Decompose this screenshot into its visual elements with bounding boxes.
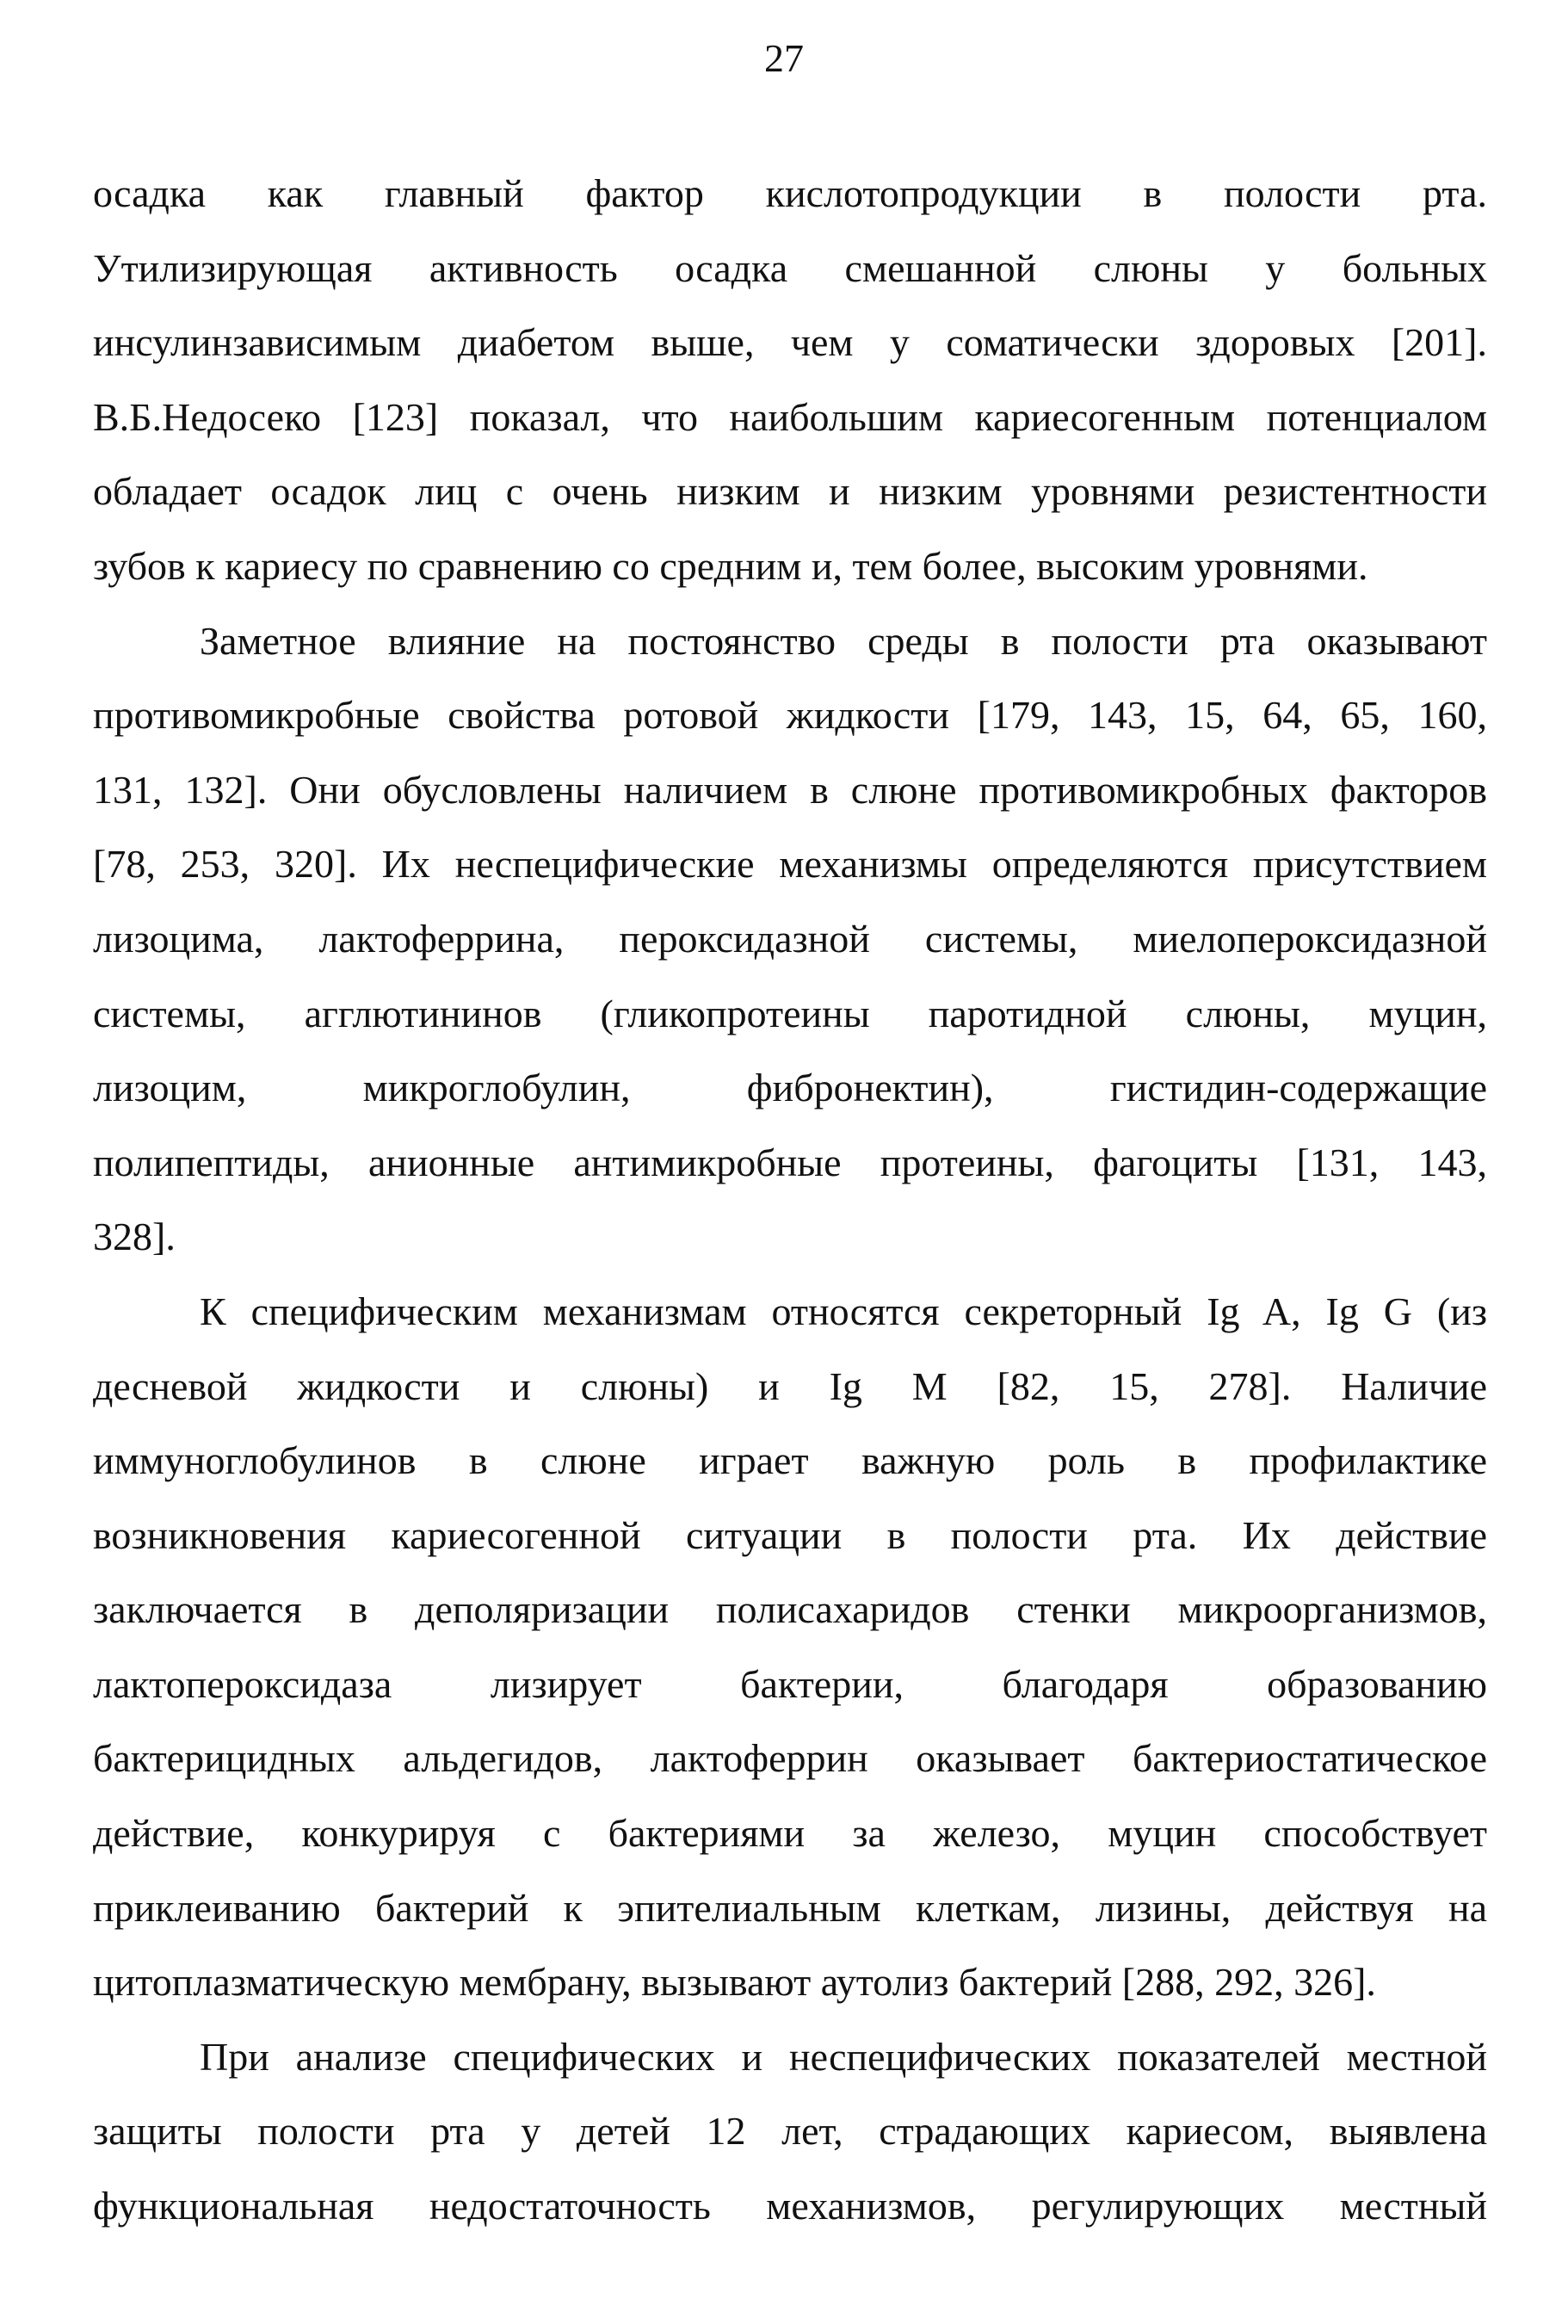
text-line: [78, 253, 320]. Их неспецифические механизмы определяются присутствием (93, 842, 1487, 887)
text-line: бактерицидных альдегидов, лактоферрин оказывает бактериостатическое (93, 1736, 1487, 1781)
text-line: действие, конкурируя с бактериями за железо, муцин способствует (93, 1811, 1487, 1856)
text-line: лизоцим, микроглобулин, фибронектин), гистидин-содержащие (93, 1066, 1487, 1110)
text-line: заключается в деполяризации полисахаридов стенки микроорганизмов, (93, 1587, 1487, 1632)
text-line: Утилизирующая активность осадка смешанной слюны у больных (93, 245, 1487, 290)
text-line: лактопероксидаза лизирует бактерии, благодаря образованию (93, 1661, 1487, 1706)
text-line: полипептиды, анионные антимикробные протеины, фагоциты [131, 143, (93, 1140, 1487, 1184)
page-number: 27 (764, 36, 804, 80)
text-line: системы, агглютининов (гликопротеины паротидной слюны, муцин, (93, 991, 1487, 1035)
text-line: зубов к кариесу по сравнению со средним и, тем более, высоким уровнями. (93, 543, 1368, 588)
text-line: осадка как главный фактор кислотопродукции в полости рта. (93, 171, 1487, 215)
text-line: обладает осадок лиц с очень низким и низким уровнями резистентности (93, 469, 1487, 514)
text-line: инсулинзависимым диабетом выше, чем у соматически здоровых [201]. (93, 320, 1487, 365)
text-line: противомикробные свойства ротовой жидкости [179, 143, 15, 64, 65, 160, (93, 693, 1487, 738)
text-line: десневой жидкости и слюны) и Ig M [82, 15, 278]. Наличие (93, 1363, 1487, 1408)
text-line: 328]. (93, 1215, 176, 1259)
text-line: цитоплазматическую мембрану, вызывают аутолиз бактерий [288, 292, 326]. (93, 1960, 1376, 2005)
text-line: иммуноглобулинов в слюне играет важную роль в профилактике (93, 1438, 1487, 1483)
text-line: Заметное влияние на постоянство среды в полости рта оказывают (200, 618, 1487, 663)
text-line: 131, 132]. Они обусловлены наличием в слюне противомикробных факторов (93, 767, 1487, 812)
body-text (93, 168, 1487, 2255)
text-line: В.Б.Недосеко [123] показал, что наибольшим кариесогенным потенциалом (93, 394, 1487, 439)
text-line: возникновения кариесогенной ситуации в полости рта. Их действие (93, 1512, 1487, 1557)
text-line: При анализе специфических и неспецифических показателей местной (200, 2034, 1487, 2079)
text-line: приклеиванию бактерий к эпителиальным клеткам, лизины, действуя на (93, 1885, 1487, 1930)
text-line: лизоцима, лактоферрина, пероксидазной системы, миелопероксидазной (93, 916, 1487, 961)
text-line: функциональная недостаточность механизмов, регулирующих местный (93, 2184, 1487, 2228)
text-line: К специфическим механизмам относятся секреторный Ig A, Ig G (из (200, 1289, 1487, 1333)
text-line: защиты полости рта у детей 12 лет, страдающих кариесом, выявлена (93, 2109, 1487, 2154)
